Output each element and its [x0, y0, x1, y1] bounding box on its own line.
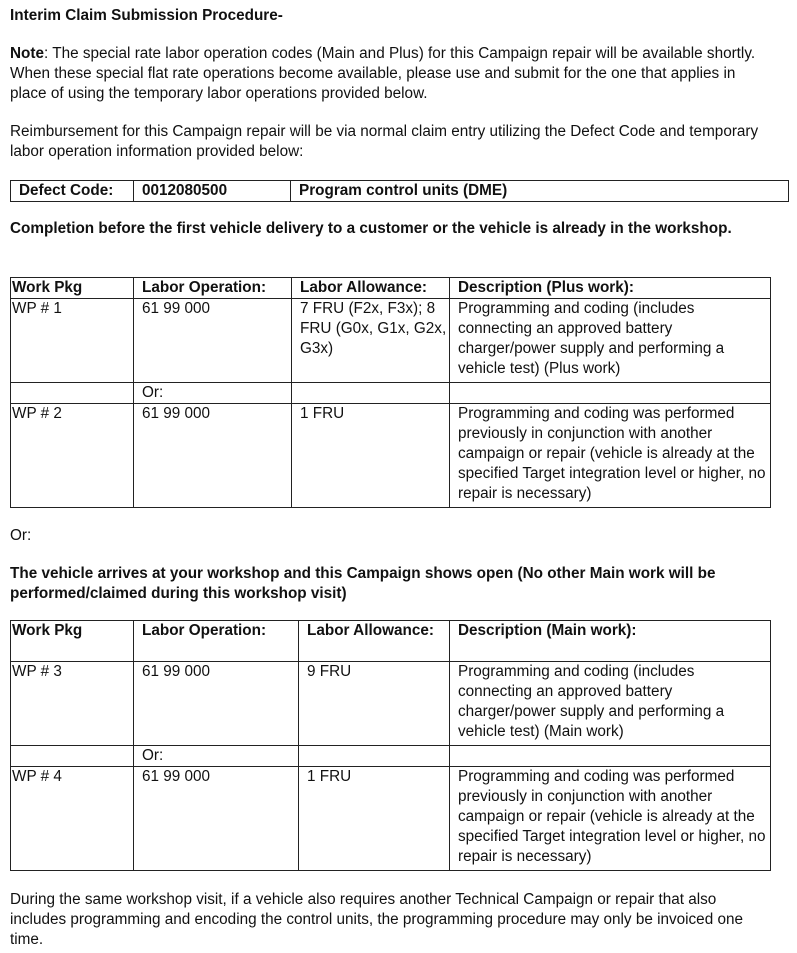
description-cell: Programming and coding (includes connecting an approved battery charger/power supply and performing a vehicle test) (Main work) — [450, 662, 771, 746]
header-labor-allowance: Labor Allowance: — [299, 621, 450, 662]
note-paragraph — [10, 44, 770, 104]
description-cell: Programming and coding was performed previously in conjunction with another campaign or repair (vehicle is already at the specified Target integration level or higher, no repair is necessary) — [450, 767, 771, 871]
description-cell: Programming and coding (includes connecting an approved battery charger/power supply and performing a vehicle test) (Plus work) — [450, 299, 771, 383]
work-pkg-cell: WP # 1 — [11, 299, 134, 383]
work-package-table-plus — [10, 277, 771, 508]
or-label: Or: — [134, 746, 299, 767]
defect-code-description: Program control units (DME) — [291, 181, 789, 202]
work-package-table-main — [10, 620, 771, 871]
header-description: Description (Main work): — [450, 621, 771, 662]
table-header-row — [11, 278, 771, 299]
table-row-or — [11, 746, 771, 767]
table-row — [11, 662, 771, 746]
header-labor-allowance: Labor Allowance: — [292, 278, 450, 299]
work-pkg-cell: WP # 4 — [11, 767, 134, 871]
page-title: Interim Claim Submission Procedure- — [10, 7, 283, 24]
header-labor-operation: Labor Operation: — [134, 621, 299, 662]
work-pkg-cell: WP # 3 — [11, 662, 134, 746]
labor-allowance-cell: 1 FRU — [299, 767, 450, 871]
header-work-pkg: Work Pkg — [11, 621, 134, 662]
defect-code-table — [10, 180, 789, 202]
labor-allowance-cell: 7 FRU (F2x, F3x); 8 FRU (G0x, G1x, G2x, G3x) — [292, 299, 450, 383]
note-label: Note — [10, 45, 44, 62]
section1-heading: Completion before the first vehicle delivery to a customer or the vehicle is already in the workshop. — [10, 220, 732, 237]
table-row — [11, 299, 771, 383]
header-work-pkg: Work Pkg — [11, 278, 134, 299]
or-label: Or: — [134, 383, 292, 404]
header-labor-operation: Labor Operation: — [134, 278, 292, 299]
section2-heading: The vehicle arrives at your workshop and this Campaign shows open (No other Main work will be performed/claimed during this workshop visit) — [10, 565, 716, 602]
labor-allowance-cell: 9 FRU — [299, 662, 450, 746]
table-header-row — [11, 621, 771, 662]
labor-operation-cell: 61 99 000 — [134, 299, 292, 383]
table-row-or — [11, 383, 771, 404]
table-row — [11, 404, 771, 508]
footer-paragraph: During the same workshop visit, if a vehicle also requires another Technical Campaign or repair that also includes programming and encoding the control units, the programming procedure may only be invoiced one time. — [10, 891, 743, 948]
defect-code-label: Defect Code: — [11, 181, 134, 202]
defect-code-value: 0012080500 — [134, 181, 291, 202]
note-text: : The special rate labor operation codes (Main and Plus) for this Campaign repair will be available shortly. When these special flat rate operations become available, please use and submit for the one that applies in place of using the temporary labor operations provided below. — [10, 45, 756, 102]
labor-allowance-cell: 1 FRU — [292, 404, 450, 508]
description-cell: Programming and coding was performed previously in conjunction with another campaign or repair (vehicle is already at the specified Target integration level or higher, no repair is necessary) — [450, 404, 771, 508]
labor-operation-cell: 61 99 000 — [134, 662, 299, 746]
table-row — [11, 767, 771, 871]
reimbursement-paragraph: Reimbursement for this Campaign repair will be via normal claim entry utilizing the Defect Code and temporary labor operation information provided below: — [10, 123, 759, 160]
labor-operation-cell: 61 99 000 — [134, 404, 292, 508]
labor-operation-cell: 61 99 000 — [134, 767, 299, 871]
or-separator: Or: — [10, 527, 32, 544]
header-description: Description (Plus work): — [450, 278, 771, 299]
work-pkg-cell: WP # 2 — [11, 404, 134, 508]
